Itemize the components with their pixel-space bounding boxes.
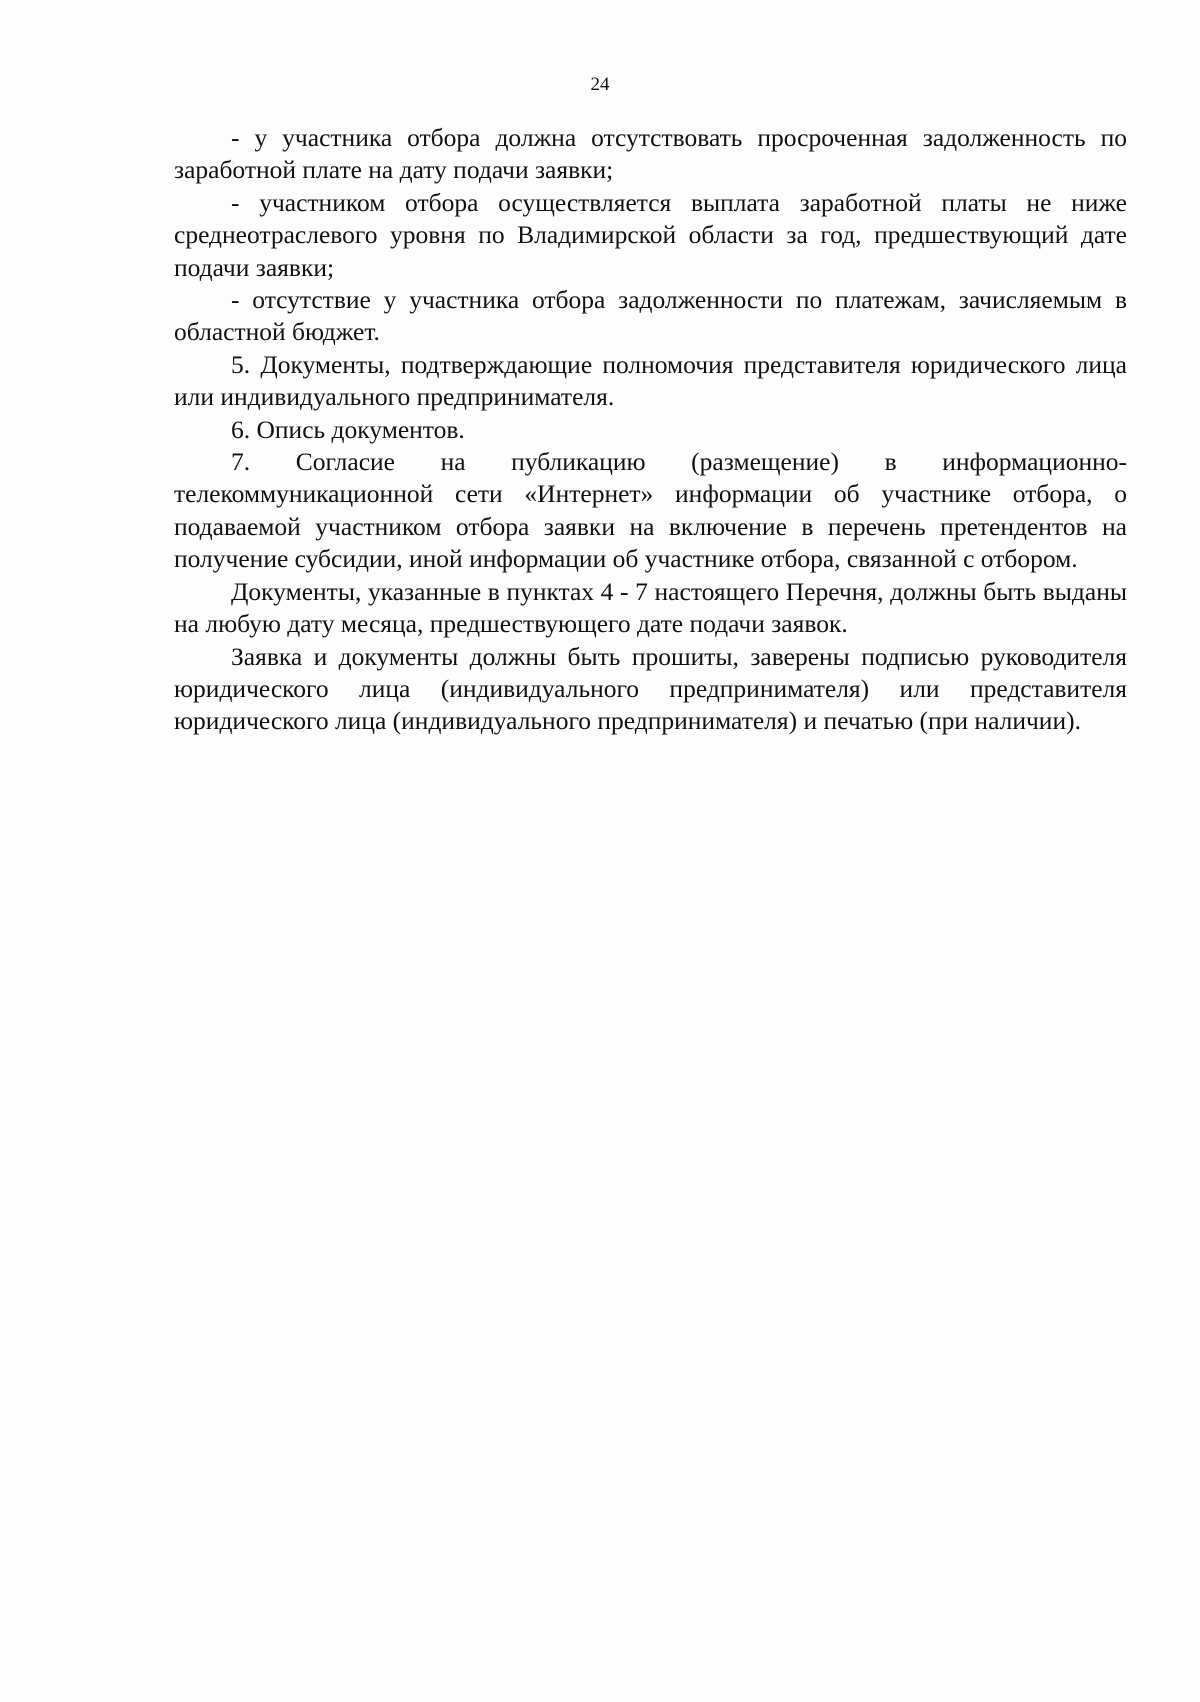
paragraph-item-6: 6. Опись документов. [231, 414, 465, 444]
page-number: 24 [590, 74, 610, 95]
paragraph-wage-level: - участником отбора осуществляется выплата заработной платы не ниже среднеотраслевого уровня по Владимирской области за год, предшествующий дате подачи заявки; [174, 187, 1127, 282]
paragraph-overdue-wage-debt: - у участника отбора должна отсутствовать просроченная задолженность по заработной плате на дату подачи заявки; [174, 123, 1127, 185]
paragraph-document-dates: Документы, указанные в пунктах 4 - 7 настоящего Перечня, должны быть выданы на любую дату месяца, предшествующего дате подачи заявок. [174, 576, 1127, 639]
document-body [174, 122, 1127, 738]
paragraph-item-5: 5. Документы, подтверждающие полномочия представителя юридического лица или индивидуального предпринимателя. [174, 349, 1127, 412]
paragraph-binding-requirements: Заявка и документы должны быть прошиты, заверены подписью руководителя юридического лица (индивидуального предпринимателя) или представителя юридического лица (индивидуального предпринимателя) и печатью (при наличии). [174, 641, 1127, 736]
paragraph-item-7: 7. Согласие на публикацию (размещение) в информационно-телекоммуникационной сети «Интернет» информации об участнике отбора, о подаваемой участником отбора заявки на включение в перечень претендентов на получение субсидии, иной информации об участнике отбора, связанной с отбором. [174, 447, 1127, 574]
paragraph-budget-debt: - отсутствие у участника отбора задолженности по платежам, зачисляемым в областной бюджет. [174, 285, 1127, 347]
